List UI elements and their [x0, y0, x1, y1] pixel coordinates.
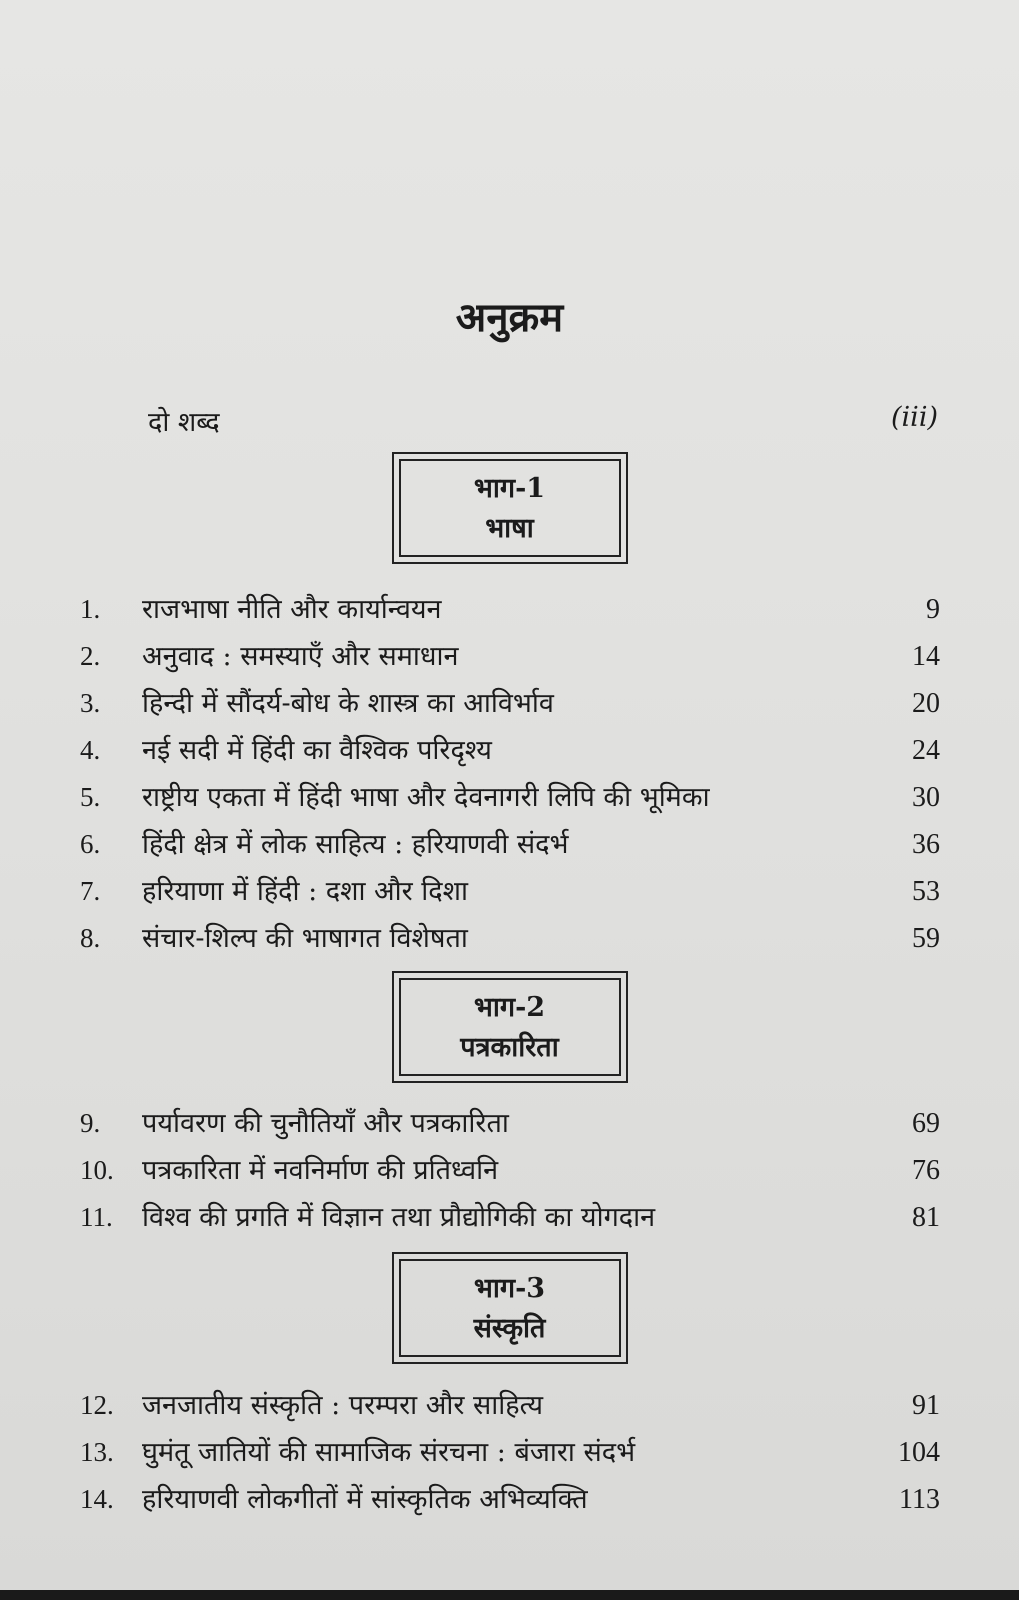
preface-page: (iii): [891, 402, 938, 433]
preface-label: दो शब्द: [148, 407, 220, 438]
part-2-heading: भाग-2: [473, 992, 546, 1023]
preface-entry: [148, 402, 938, 439]
toc-entry: 3. हिन्दी में सौंदर्य-बोध के शास्त्र का आविर्भाव 20: [80, 688, 940, 719]
toc-entry: 4. नई सदी में हिंदी का वैश्विक परिदृश्य 24: [80, 735, 940, 766]
part-2-box: [392, 971, 628, 1083]
toc-entry: 9. पर्यावरण की चुनौतियाँ और पत्रकारिता 69: [80, 1108, 940, 1139]
part-3-box: [392, 1252, 628, 1364]
part-3-heading: भाग-3: [473, 1273, 546, 1304]
toc-entry: 13. घुमंतू जातियों की सामाजिक संरचना : बंजारा संदर्भ 104: [80, 1437, 940, 1468]
page-title: अनुक्रम: [455, 294, 564, 341]
part-3-entries: [80, 1382, 940, 1523]
part-1-heading: भाग-1: [473, 473, 546, 504]
toc-entry: 5. राष्ट्रीय एकता में हिंदी भाषा और देवनागरी लिपि की भूमिका 30: [80, 782, 940, 813]
toc-entry: 11. विश्व की प्रगति में विज्ञान तथा प्रौद्योगिकी का योगदान 81: [80, 1202, 940, 1233]
toc-entry: 6. हिंदी क्षेत्र में लोक साहित्य : हरियाणवी संदर्भ 36: [80, 829, 940, 860]
toc-entry: 14. हरियाणवी लोकगीतों में सांस्कृतिक अभिव्यक्ति 113: [80, 1484, 940, 1515]
part-1-box: [392, 452, 628, 564]
toc-entry: 12. जनजातीय संस्कृति : परम्परा और साहित्य 91: [80, 1390, 940, 1421]
toc-entry: 1. राजभाषा नीति और कार्यान्वयन 9: [80, 594, 940, 625]
toc-entry: 2. अनुवाद : समस्याएँ और समाधान 14: [80, 641, 940, 672]
page-bottom-edge: [0, 1590, 1019, 1600]
part-1-name: भाषा: [485, 513, 534, 544]
part-3-name: संस्कृति: [473, 1313, 546, 1344]
toc-entry: 10. पत्रकारिता में नवनिर्माण की प्रतिध्वनि 76: [80, 1155, 940, 1186]
part-2-entries: [80, 1100, 940, 1241]
toc-entry: 8. संचार-शिल्प की भाषागत विशेषता 59: [80, 923, 940, 954]
part-1-entries: [80, 586, 940, 962]
toc-entry: 7. हरियाणा में हिंदी : दशा और दिशा 53: [80, 876, 940, 907]
part-2-name: पत्रकारिता: [460, 1032, 559, 1063]
